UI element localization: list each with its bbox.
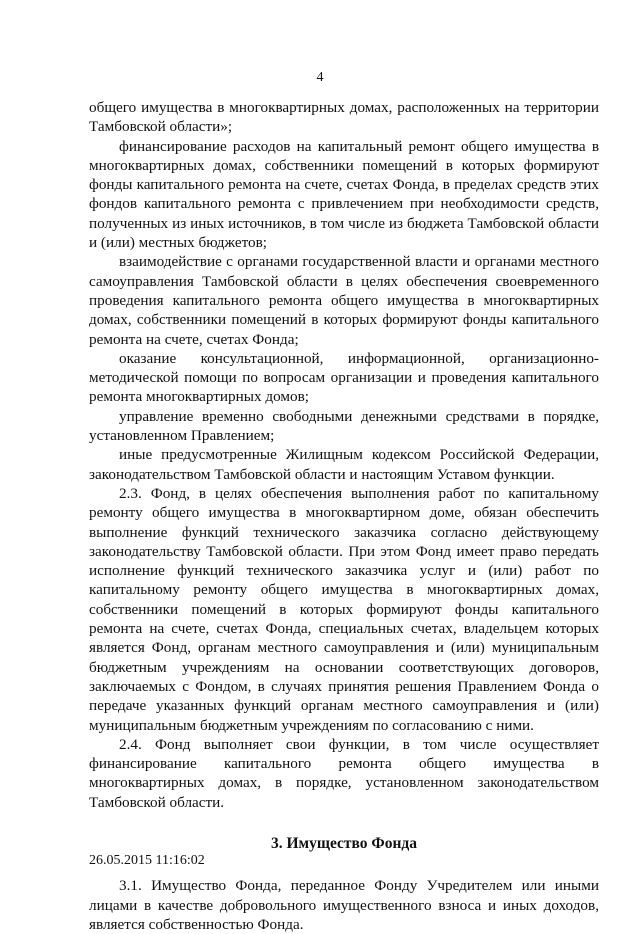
paragraph: 3.1. Имущество Фонда, переданное Фонду Учредителем или иными лицами в качестве добровольного имущественного взноса и иных доходов, является собственностью Фонда. (89, 877, 599, 933)
timestamp: 26.05.2015 11:16:02 (89, 853, 205, 868)
paragraph: 2.4. Фонд выполняет свои функции, в том числе осуществляет финансирование капитального ремонта общего имущества в многоквартирных домах, в порядке, установленном законодательством Тамбовской области. (89, 735, 599, 811)
section-heading: 3. Имущество Фонда (271, 834, 417, 852)
page-number: 4 (316, 70, 324, 85)
paragraph: оказание консультационной, информационной, организационно-методической помощи по вопросам организации и проведения капитального ремонта многоквартирных домов; (89, 349, 599, 406)
paragraph: общего имущества в многоквартирных домах, расположенных на территории Тамбовской области»; (89, 99, 599, 136)
paragraph: финансирование расходов на капитальный ремонт общего имущества в многоквартирных домах, собственники помещений в которых формируют фонды капитального ремонта на счете, счетах Фонда, в пределах средств этих фондов капитального ремонта с привлечением при необходимости средств, полученных из иных источников, в том числе из бюджета Тамбовской области и (или) местных бюджетов; (89, 137, 599, 252)
document-body (89, 98, 599, 934)
paragraph: взаимодействие с органами государственной власти и органами местного самоуправления Тамбовской области в целях обеспечения своевременного проведения капитального ремонта общего имущества в многоквартирных домах, собственники помещений в которых формируют фонды капитального ремонта на счете, счетах Фонда; (89, 253, 599, 348)
paragraph: иные предусмотренные Жилищным кодексом Российской Федерации, законодательством Тамбовской области и настоящим Уставом функции. (89, 446, 599, 483)
paragraph: управление временно свободными денежными средствами в порядке, установленном Правлением; (89, 407, 599, 445)
paragraph: 2.3. Фонд, в целях обеспечения выполнения работ по капитальному ремонту общего имущества в многоквартирном доме, обязан обеспечить выполнение функций технического заказчика согласно действующему законодательству Тамбовской области. При этом Фонд имеет право передать исполнение функций технического заказчика услуг и (или) работ по капитальному ремонту общего имущества в многоквартирных домах, собственники помещений в которых формируют фонды капитального ремонта на счете, счетах Фонда, специальных счетах, владельцем которых является Фонд, органам местного самоуправления и (или) муниципальным бюджетным учреждениям на основании соответствующих договоров, заключаемых с Фондом, в случаях принятия решения Правлением Фонда о передаче указанных функций органам местного самоуправления и (или) муниципальным бюджетным учреждениям по согласованию с ними. (89, 484, 599, 734)
